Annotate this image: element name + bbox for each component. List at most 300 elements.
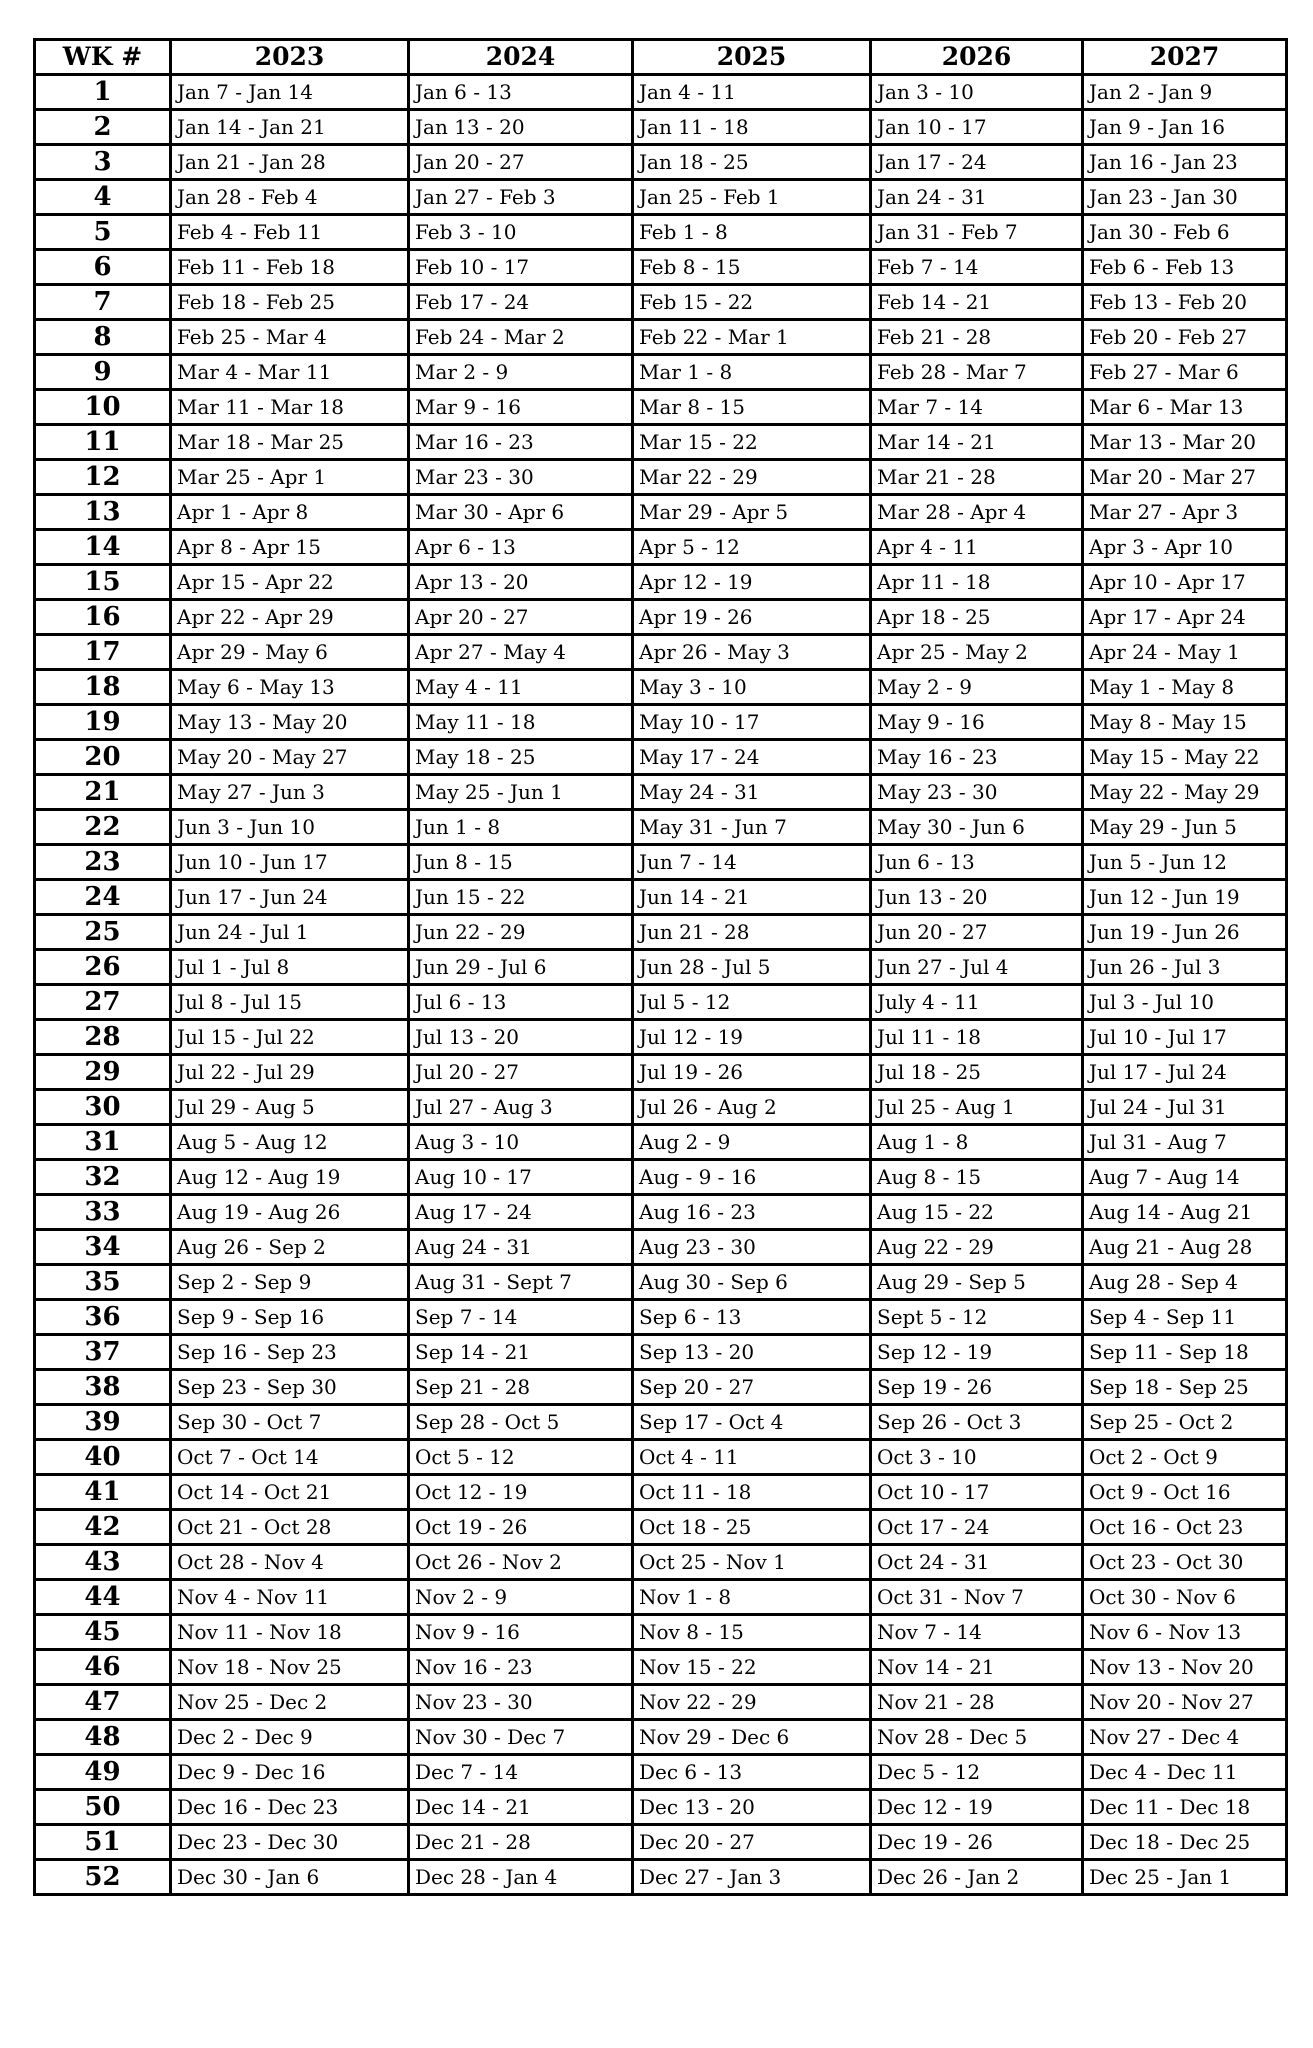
week-number-cell: 8 xyxy=(35,320,171,355)
date-range-cell-2026: Apr 18 - 25 xyxy=(871,600,1083,635)
date-range-cell-2024: Sep 14 - 21 xyxy=(409,1335,633,1370)
date-range-cell-2026: Dec 12 - 19 xyxy=(871,1790,1083,1825)
date-range-cell-2024: Oct 26 - Nov 2 xyxy=(409,1545,633,1580)
table-row xyxy=(35,1790,1287,1825)
date-range-cell-2027: Feb 20 - Feb 27 xyxy=(1083,320,1287,355)
week-date-table xyxy=(33,38,1288,1896)
date-range-cell-2026: Dec 5 - 12 xyxy=(871,1755,1083,1790)
date-range-cell-2023: Mar 25 - Apr 1 xyxy=(171,460,409,495)
date-range-cell-2024: Aug 3 - 10 xyxy=(409,1125,633,1160)
table-row xyxy=(35,145,1287,180)
date-range-cell-2024: Aug 31 - Sept 7 xyxy=(409,1265,633,1300)
date-range-cell-2026: Mar 7 - 14 xyxy=(871,390,1083,425)
date-range-cell-2024: Aug 17 - 24 xyxy=(409,1195,633,1230)
date-range-cell-2027: Nov 6 - Nov 13 xyxy=(1083,1615,1287,1650)
table-row xyxy=(35,285,1287,320)
date-range-cell-2023: Oct 28 - Nov 4 xyxy=(171,1545,409,1580)
table-row xyxy=(35,1685,1287,1720)
date-range-cell-2026: Mar 28 - Apr 4 xyxy=(871,495,1083,530)
table-row xyxy=(35,425,1287,460)
date-range-cell-2027: Jul 3 - Jul 10 xyxy=(1083,985,1287,1020)
date-range-cell-2025: Nov 8 - 15 xyxy=(633,1615,871,1650)
date-range-cell-2024: Nov 9 - 16 xyxy=(409,1615,633,1650)
date-range-cell-2026: May 2 - 9 xyxy=(871,670,1083,705)
date-range-cell-2025: Jan 11 - 18 xyxy=(633,110,871,145)
date-range-cell-2023: Apr 1 - Apr 8 xyxy=(171,495,409,530)
date-range-cell-2023: Apr 29 - May 6 xyxy=(171,635,409,670)
date-range-cell-2026: Sep 26 - Oct 3 xyxy=(871,1405,1083,1440)
header-year-2023: 2023 xyxy=(171,40,409,75)
date-range-cell-2023: Sep 9 - Sep 16 xyxy=(171,1300,409,1335)
week-number-cell: 12 xyxy=(35,460,171,495)
table-row xyxy=(35,530,1287,565)
date-range-cell-2025: Sep 13 - 20 xyxy=(633,1335,871,1370)
date-range-cell-2027: May 8 - May 15 xyxy=(1083,705,1287,740)
date-range-cell-2024: Jul 6 - 13 xyxy=(409,985,633,1020)
date-range-cell-2024: Aug 24 - 31 xyxy=(409,1230,633,1265)
date-range-cell-2023: Apr 15 - Apr 22 xyxy=(171,565,409,600)
table-row xyxy=(35,320,1287,355)
date-range-cell-2024: Dec 28 - Jan 4 xyxy=(409,1860,633,1895)
date-range-cell-2024: Mar 16 - 23 xyxy=(409,425,633,460)
date-range-cell-2027: Apr 24 - May 1 xyxy=(1083,635,1287,670)
date-range-cell-2027: Aug 14 - Aug 21 xyxy=(1083,1195,1287,1230)
date-range-cell-2024: Feb 24 - Mar 2 xyxy=(409,320,633,355)
date-range-cell-2025: Jun 28 - Jul 5 xyxy=(633,950,871,985)
date-range-cell-2023: Sep 23 - Sep 30 xyxy=(171,1370,409,1405)
date-range-cell-2024: Jun 15 - 22 xyxy=(409,880,633,915)
date-range-cell-2024: Dec 14 - 21 xyxy=(409,1790,633,1825)
date-range-cell-2026: May 30 - Jun 6 xyxy=(871,810,1083,845)
week-number-cell: 6 xyxy=(35,250,171,285)
week-number-cell: 42 xyxy=(35,1510,171,1545)
week-number-cell: 48 xyxy=(35,1720,171,1755)
date-range-cell-2025: Jun 7 - 14 xyxy=(633,845,871,880)
date-range-cell-2023: Oct 7 - Oct 14 xyxy=(171,1440,409,1475)
date-range-cell-2026: Oct 3 - 10 xyxy=(871,1440,1083,1475)
date-range-cell-2023: Dec 23 - Dec 30 xyxy=(171,1825,409,1860)
table-row xyxy=(35,1300,1287,1335)
week-number-cell: 30 xyxy=(35,1090,171,1125)
date-range-cell-2027: Jan 30 - Feb 6 xyxy=(1083,215,1287,250)
date-range-cell-2023: Nov 25 - Dec 2 xyxy=(171,1685,409,1720)
date-range-cell-2025: May 3 - 10 xyxy=(633,670,871,705)
date-range-cell-2027: Oct 16 - Oct 23 xyxy=(1083,1510,1287,1545)
table-row xyxy=(35,1720,1287,1755)
header-week-number: WK # xyxy=(35,40,171,75)
date-range-cell-2027: May 15 - May 22 xyxy=(1083,740,1287,775)
date-range-cell-2027: Apr 10 - Apr 17 xyxy=(1083,565,1287,600)
table-row xyxy=(35,75,1287,110)
date-range-cell-2025: Apr 26 - May 3 xyxy=(633,635,871,670)
week-number-cell: 4 xyxy=(35,180,171,215)
date-range-cell-2024: Feb 17 - 24 xyxy=(409,285,633,320)
table-header-row xyxy=(35,40,1287,75)
week-calendar-sheet xyxy=(33,38,1285,1896)
week-number-cell: 38 xyxy=(35,1370,171,1405)
date-range-cell-2026: Nov 21 - 28 xyxy=(871,1685,1083,1720)
week-number-cell: 37 xyxy=(35,1335,171,1370)
date-range-cell-2023: Mar 4 - Mar 11 xyxy=(171,355,409,390)
date-range-cell-2027: Aug 7 - Aug 14 xyxy=(1083,1160,1287,1195)
week-number-cell: 31 xyxy=(35,1125,171,1160)
header-year-2027: 2027 xyxy=(1083,40,1287,75)
date-range-cell-2023: Jul 8 - Jul 15 xyxy=(171,985,409,1020)
week-number-cell: 25 xyxy=(35,915,171,950)
date-range-cell-2023: Dec 30 - Jan 6 xyxy=(171,1860,409,1895)
week-number-cell: 29 xyxy=(35,1055,171,1090)
week-number-cell: 51 xyxy=(35,1825,171,1860)
date-range-cell-2024: Mar 9 - 16 xyxy=(409,390,633,425)
date-range-cell-2023: Jun 3 - Jun 10 xyxy=(171,810,409,845)
week-number-cell: 7 xyxy=(35,285,171,320)
table-row xyxy=(35,1475,1287,1510)
date-range-cell-2025: Nov 22 - 29 xyxy=(633,1685,871,1720)
date-range-cell-2025: Sep 6 - 13 xyxy=(633,1300,871,1335)
date-range-cell-2026: Mar 14 - 21 xyxy=(871,425,1083,460)
week-number-cell: 36 xyxy=(35,1300,171,1335)
table-row xyxy=(35,1125,1287,1160)
table-row xyxy=(35,1545,1287,1580)
table-row xyxy=(35,950,1287,985)
date-range-cell-2024: Apr 27 - May 4 xyxy=(409,635,633,670)
week-number-cell: 41 xyxy=(35,1475,171,1510)
date-range-cell-2024: Jul 20 - 27 xyxy=(409,1055,633,1090)
date-range-cell-2023: May 27 - Jun 3 xyxy=(171,775,409,810)
week-number-cell: 15 xyxy=(35,565,171,600)
date-range-cell-2027: Oct 2 - Oct 9 xyxy=(1083,1440,1287,1475)
table-row xyxy=(35,1580,1287,1615)
table-row xyxy=(35,775,1287,810)
date-range-cell-2026: Feb 14 - 21 xyxy=(871,285,1083,320)
table-row xyxy=(35,1230,1287,1265)
week-number-cell: 46 xyxy=(35,1650,171,1685)
date-range-cell-2026: Aug 22 - 29 xyxy=(871,1230,1083,1265)
date-range-cell-2025: Aug 16 - 23 xyxy=(633,1195,871,1230)
date-range-cell-2024: May 25 - Jun 1 xyxy=(409,775,633,810)
date-range-cell-2027: Jun 26 - Jul 3 xyxy=(1083,950,1287,985)
header-year-2026: 2026 xyxy=(871,40,1083,75)
date-range-cell-2025: Feb 8 - 15 xyxy=(633,250,871,285)
date-range-cell-2027: Jan 2 - Jan 9 xyxy=(1083,75,1287,110)
date-range-cell-2027: Dec 4 - Dec 11 xyxy=(1083,1755,1287,1790)
date-range-cell-2023: Jun 10 - Jun 17 xyxy=(171,845,409,880)
date-range-cell-2023: Dec 16 - Dec 23 xyxy=(171,1790,409,1825)
date-range-cell-2027: Oct 9 - Oct 16 xyxy=(1083,1475,1287,1510)
date-range-cell-2026: Jul 11 - 18 xyxy=(871,1020,1083,1055)
week-number-cell: 24 xyxy=(35,880,171,915)
table-row xyxy=(35,810,1287,845)
date-range-cell-2026: Dec 19 - 26 xyxy=(871,1825,1083,1860)
date-range-cell-2024: Dec 21 - 28 xyxy=(409,1825,633,1860)
table-row xyxy=(35,460,1287,495)
table-row xyxy=(35,1370,1287,1405)
date-range-cell-2023: Dec 2 - Dec 9 xyxy=(171,1720,409,1755)
date-range-cell-2025: Feb 15 - 22 xyxy=(633,285,871,320)
date-range-cell-2025: Apr 12 - 19 xyxy=(633,565,871,600)
date-range-cell-2025: May 31 - Jun 7 xyxy=(633,810,871,845)
date-range-cell-2023: Aug 26 - Sep 2 xyxy=(171,1230,409,1265)
week-number-cell: 40 xyxy=(35,1440,171,1475)
date-range-cell-2023: Sep 16 - Sep 23 xyxy=(171,1335,409,1370)
date-range-cell-2026: Feb 21 - 28 xyxy=(871,320,1083,355)
date-range-cell-2026: May 23 - 30 xyxy=(871,775,1083,810)
date-range-cell-2025: Dec 20 - 27 xyxy=(633,1825,871,1860)
week-number-cell: 39 xyxy=(35,1405,171,1440)
date-range-cell-2026: Aug 1 - 8 xyxy=(871,1125,1083,1160)
date-range-cell-2025: Nov 29 - Dec 6 xyxy=(633,1720,871,1755)
table-row xyxy=(35,1335,1287,1370)
week-number-cell: 19 xyxy=(35,705,171,740)
week-number-cell: 28 xyxy=(35,1020,171,1055)
date-range-cell-2027: Mar 27 - Apr 3 xyxy=(1083,495,1287,530)
date-range-cell-2027: May 22 - May 29 xyxy=(1083,775,1287,810)
date-range-cell-2023: Jun 24 - Jul 1 xyxy=(171,915,409,950)
date-range-cell-2026: Mar 21 - 28 xyxy=(871,460,1083,495)
week-number-cell: 35 xyxy=(35,1265,171,1300)
date-range-cell-2024: Nov 16 - 23 xyxy=(409,1650,633,1685)
date-range-cell-2025: Jan 18 - 25 xyxy=(633,145,871,180)
date-range-cell-2024: Oct 5 - 12 xyxy=(409,1440,633,1475)
table-row xyxy=(35,985,1287,1020)
date-range-cell-2026: Dec 26 - Jan 2 xyxy=(871,1860,1083,1895)
table-row xyxy=(35,1405,1287,1440)
date-range-cell-2024: Jan 27 - Feb 3 xyxy=(409,180,633,215)
week-number-cell: 1 xyxy=(35,75,171,110)
date-range-cell-2026: Jun 20 - 27 xyxy=(871,915,1083,950)
date-range-cell-2025: Jul 12 - 19 xyxy=(633,1020,871,1055)
date-range-cell-2023: Sep 30 - Oct 7 xyxy=(171,1405,409,1440)
date-range-cell-2026: Jan 31 - Feb 7 xyxy=(871,215,1083,250)
date-range-cell-2023: Feb 18 - Feb 25 xyxy=(171,285,409,320)
date-range-cell-2025: Dec 27 - Jan 3 xyxy=(633,1860,871,1895)
date-range-cell-2027: Mar 13 - Mar 20 xyxy=(1083,425,1287,460)
date-range-cell-2023: Jul 29 - Aug 5 xyxy=(171,1090,409,1125)
date-range-cell-2025: May 17 - 24 xyxy=(633,740,871,775)
date-range-cell-2024: Jan 13 - 20 xyxy=(409,110,633,145)
date-range-cell-2025: Sep 17 - Oct 4 xyxy=(633,1405,871,1440)
date-range-cell-2023: May 13 - May 20 xyxy=(171,705,409,740)
date-range-cell-2025: May 24 - 31 xyxy=(633,775,871,810)
week-number-cell: 52 xyxy=(35,1860,171,1895)
date-range-cell-2025: Oct 11 - 18 xyxy=(633,1475,871,1510)
date-range-cell-2026: Jul 25 - Aug 1 xyxy=(871,1090,1083,1125)
date-range-cell-2024: Jan 6 - 13 xyxy=(409,75,633,110)
date-range-cell-2024: Mar 2 - 9 xyxy=(409,355,633,390)
date-range-cell-2025: Dec 13 - 20 xyxy=(633,1790,871,1825)
date-range-cell-2023: Oct 14 - Oct 21 xyxy=(171,1475,409,1510)
date-range-cell-2023: Apr 8 - Apr 15 xyxy=(171,530,409,565)
date-range-cell-2024: Nov 2 - 9 xyxy=(409,1580,633,1615)
table-row xyxy=(35,565,1287,600)
date-range-cell-2025: Mar 8 - 15 xyxy=(633,390,871,425)
date-range-cell-2023: Oct 21 - Oct 28 xyxy=(171,1510,409,1545)
date-range-cell-2027: Jan 23 - Jan 30 xyxy=(1083,180,1287,215)
date-range-cell-2024: May 18 - 25 xyxy=(409,740,633,775)
date-range-cell-2026: Nov 28 - Dec 5 xyxy=(871,1720,1083,1755)
date-range-cell-2027: Jun 5 - Jun 12 xyxy=(1083,845,1287,880)
table-row xyxy=(35,1860,1287,1895)
date-range-cell-2025: Jun 21 - 28 xyxy=(633,915,871,950)
week-number-cell: 23 xyxy=(35,845,171,880)
week-number-cell: 32 xyxy=(35,1160,171,1195)
table-row xyxy=(35,355,1287,390)
date-range-cell-2023: Nov 18 - Nov 25 xyxy=(171,1650,409,1685)
date-range-cell-2025: Apr 5 - 12 xyxy=(633,530,871,565)
date-range-cell-2025: Jul 19 - 26 xyxy=(633,1055,871,1090)
date-range-cell-2027: Dec 11 - Dec 18 xyxy=(1083,1790,1287,1825)
date-range-cell-2026: Apr 11 - 18 xyxy=(871,565,1083,600)
date-range-cell-2026: Aug 15 - 22 xyxy=(871,1195,1083,1230)
date-range-cell-2023: Aug 12 - Aug 19 xyxy=(171,1160,409,1195)
week-number-cell: 17 xyxy=(35,635,171,670)
date-range-cell-2025: Aug 23 - 30 xyxy=(633,1230,871,1265)
date-range-cell-2027: Aug 28 - Sep 4 xyxy=(1083,1265,1287,1300)
date-range-cell-2024: Jan 20 - 27 xyxy=(409,145,633,180)
date-range-cell-2027: Aug 21 - Aug 28 xyxy=(1083,1230,1287,1265)
date-range-cell-2025: Aug - 9 - 16 xyxy=(633,1160,871,1195)
date-range-cell-2027: Jul 24 - Jul 31 xyxy=(1083,1090,1287,1125)
date-range-cell-2027: Nov 27 - Dec 4 xyxy=(1083,1720,1287,1755)
table-row xyxy=(35,1090,1287,1125)
date-range-cell-2025: Feb 22 - Mar 1 xyxy=(633,320,871,355)
date-range-cell-2025: May 10 - 17 xyxy=(633,705,871,740)
date-range-cell-2025: Mar 15 - 22 xyxy=(633,425,871,460)
date-range-cell-2027: Sep 25 - Oct 2 xyxy=(1083,1405,1287,1440)
date-range-cell-2026: July 4 - 11 xyxy=(871,985,1083,1020)
date-range-cell-2024: Dec 7 - 14 xyxy=(409,1755,633,1790)
table-row xyxy=(35,1825,1287,1860)
date-range-cell-2026: Oct 24 - 31 xyxy=(871,1545,1083,1580)
table-row xyxy=(35,1615,1287,1650)
date-range-cell-2025: Mar 22 - 29 xyxy=(633,460,871,495)
date-range-cell-2025: Feb 1 - 8 xyxy=(633,215,871,250)
date-range-cell-2027: Nov 13 - Nov 20 xyxy=(1083,1650,1287,1685)
date-range-cell-2025: Aug 2 - 9 xyxy=(633,1125,871,1160)
date-range-cell-2027: Apr 17 - Apr 24 xyxy=(1083,600,1287,635)
date-range-cell-2026: Jun 6 - 13 xyxy=(871,845,1083,880)
date-range-cell-2023: Jan 28 - Feb 4 xyxy=(171,180,409,215)
date-range-cell-2024: Sep 7 - 14 xyxy=(409,1300,633,1335)
date-range-cell-2027: Dec 18 - Dec 25 xyxy=(1083,1825,1287,1860)
table-row xyxy=(35,845,1287,880)
date-range-cell-2024: Feb 10 - 17 xyxy=(409,250,633,285)
table-row xyxy=(35,880,1287,915)
date-range-cell-2024: Mar 30 - Apr 6 xyxy=(409,495,633,530)
week-number-cell: 5 xyxy=(35,215,171,250)
date-range-cell-2023: Jun 17 - Jun 24 xyxy=(171,880,409,915)
date-range-cell-2024: May 11 - 18 xyxy=(409,705,633,740)
table-row xyxy=(35,1755,1287,1790)
date-range-cell-2024: Jun 29 - Jul 6 xyxy=(409,950,633,985)
date-range-cell-2023: Jan 7 - Jan 14 xyxy=(171,75,409,110)
date-range-cell-2023: Jul 1 - Jul 8 xyxy=(171,950,409,985)
date-range-cell-2026: Apr 25 - May 2 xyxy=(871,635,1083,670)
table-row xyxy=(35,1440,1287,1475)
date-range-cell-2024: Apr 6 - 13 xyxy=(409,530,633,565)
table-row xyxy=(35,390,1287,425)
date-range-cell-2026: Oct 17 - 24 xyxy=(871,1510,1083,1545)
week-number-cell: 49 xyxy=(35,1755,171,1790)
date-range-cell-2026: May 16 - 23 xyxy=(871,740,1083,775)
date-range-cell-2025: Jan 25 - Feb 1 xyxy=(633,180,871,215)
week-number-cell: 27 xyxy=(35,985,171,1020)
date-range-cell-2027: Mar 20 - Mar 27 xyxy=(1083,460,1287,495)
table-row xyxy=(35,635,1287,670)
table-row xyxy=(35,215,1287,250)
table-row xyxy=(35,670,1287,705)
date-range-cell-2027: Oct 30 - Nov 6 xyxy=(1083,1580,1287,1615)
date-range-cell-2026: Jan 17 - 24 xyxy=(871,145,1083,180)
week-number-cell: 47 xyxy=(35,1685,171,1720)
date-range-cell-2025: Dec 6 - 13 xyxy=(633,1755,871,1790)
week-number-cell: 34 xyxy=(35,1230,171,1265)
date-range-cell-2026: Nov 7 - 14 xyxy=(871,1615,1083,1650)
date-range-cell-2027: Sep 11 - Sep 18 xyxy=(1083,1335,1287,1370)
date-range-cell-2023: Jul 22 - Jul 29 xyxy=(171,1055,409,1090)
week-number-cell: 45 xyxy=(35,1615,171,1650)
date-range-cell-2027: Sep 4 - Sep 11 xyxy=(1083,1300,1287,1335)
table-row xyxy=(35,180,1287,215)
date-range-cell-2025: Mar 29 - Apr 5 xyxy=(633,495,871,530)
week-number-cell: 11 xyxy=(35,425,171,460)
date-range-cell-2023: Aug 19 - Aug 26 xyxy=(171,1195,409,1230)
date-range-cell-2026: Oct 10 - 17 xyxy=(871,1475,1083,1510)
date-range-cell-2024: Nov 30 - Dec 7 xyxy=(409,1720,633,1755)
week-number-cell: 9 xyxy=(35,355,171,390)
date-range-cell-2023: May 20 - May 27 xyxy=(171,740,409,775)
date-range-cell-2027: Feb 27 - Mar 6 xyxy=(1083,355,1287,390)
table-row xyxy=(35,110,1287,145)
date-range-cell-2027: Jun 19 - Jun 26 xyxy=(1083,915,1287,950)
date-range-cell-2027: Dec 25 - Jan 1 xyxy=(1083,1860,1287,1895)
date-range-cell-2024: Apr 20 - 27 xyxy=(409,600,633,635)
date-range-cell-2024: Sep 28 - Oct 5 xyxy=(409,1405,633,1440)
date-range-cell-2023: Feb 25 - Mar 4 xyxy=(171,320,409,355)
date-range-cell-2025: Aug 30 - Sep 6 xyxy=(633,1265,871,1300)
date-range-cell-2025: Mar 1 - 8 xyxy=(633,355,871,390)
date-range-cell-2026: Sep 12 - 19 xyxy=(871,1335,1083,1370)
date-range-cell-2025: Apr 19 - 26 xyxy=(633,600,871,635)
date-range-cell-2023: Nov 4 - Nov 11 xyxy=(171,1580,409,1615)
week-number-cell: 22 xyxy=(35,810,171,845)
date-range-cell-2027: Feb 6 - Feb 13 xyxy=(1083,250,1287,285)
date-range-cell-2026: May 9 - 16 xyxy=(871,705,1083,740)
date-range-cell-2026: Aug 29 - Sep 5 xyxy=(871,1265,1083,1300)
date-range-cell-2024: Mar 23 - 30 xyxy=(409,460,633,495)
date-range-cell-2027: Feb 13 - Feb 20 xyxy=(1083,285,1287,320)
date-range-cell-2024: Jun 22 - 29 xyxy=(409,915,633,950)
header-year-2025: 2025 xyxy=(633,40,871,75)
table-row xyxy=(35,1195,1287,1230)
week-number-cell: 16 xyxy=(35,600,171,635)
date-range-cell-2027: Jul 17 - Jul 24 xyxy=(1083,1055,1287,1090)
date-range-cell-2026: Jan 24 - 31 xyxy=(871,180,1083,215)
date-range-cell-2026: Feb 7 - 14 xyxy=(871,250,1083,285)
date-range-cell-2025: Jan 4 - 11 xyxy=(633,75,871,110)
date-range-cell-2025: Oct 18 - 25 xyxy=(633,1510,871,1545)
table-row xyxy=(35,250,1287,285)
date-range-cell-2023: Jul 15 - Jul 22 xyxy=(171,1020,409,1055)
week-number-cell: 18 xyxy=(35,670,171,705)
date-range-cell-2027: Oct 23 - Oct 30 xyxy=(1083,1545,1287,1580)
date-range-cell-2026: Jun 13 - 20 xyxy=(871,880,1083,915)
table-row xyxy=(35,1265,1287,1300)
date-range-cell-2024: Aug 10 - 17 xyxy=(409,1160,633,1195)
date-range-cell-2023: Aug 5 - Aug 12 xyxy=(171,1125,409,1160)
table-row xyxy=(35,705,1287,740)
date-range-cell-2027: Sep 18 - Sep 25 xyxy=(1083,1370,1287,1405)
